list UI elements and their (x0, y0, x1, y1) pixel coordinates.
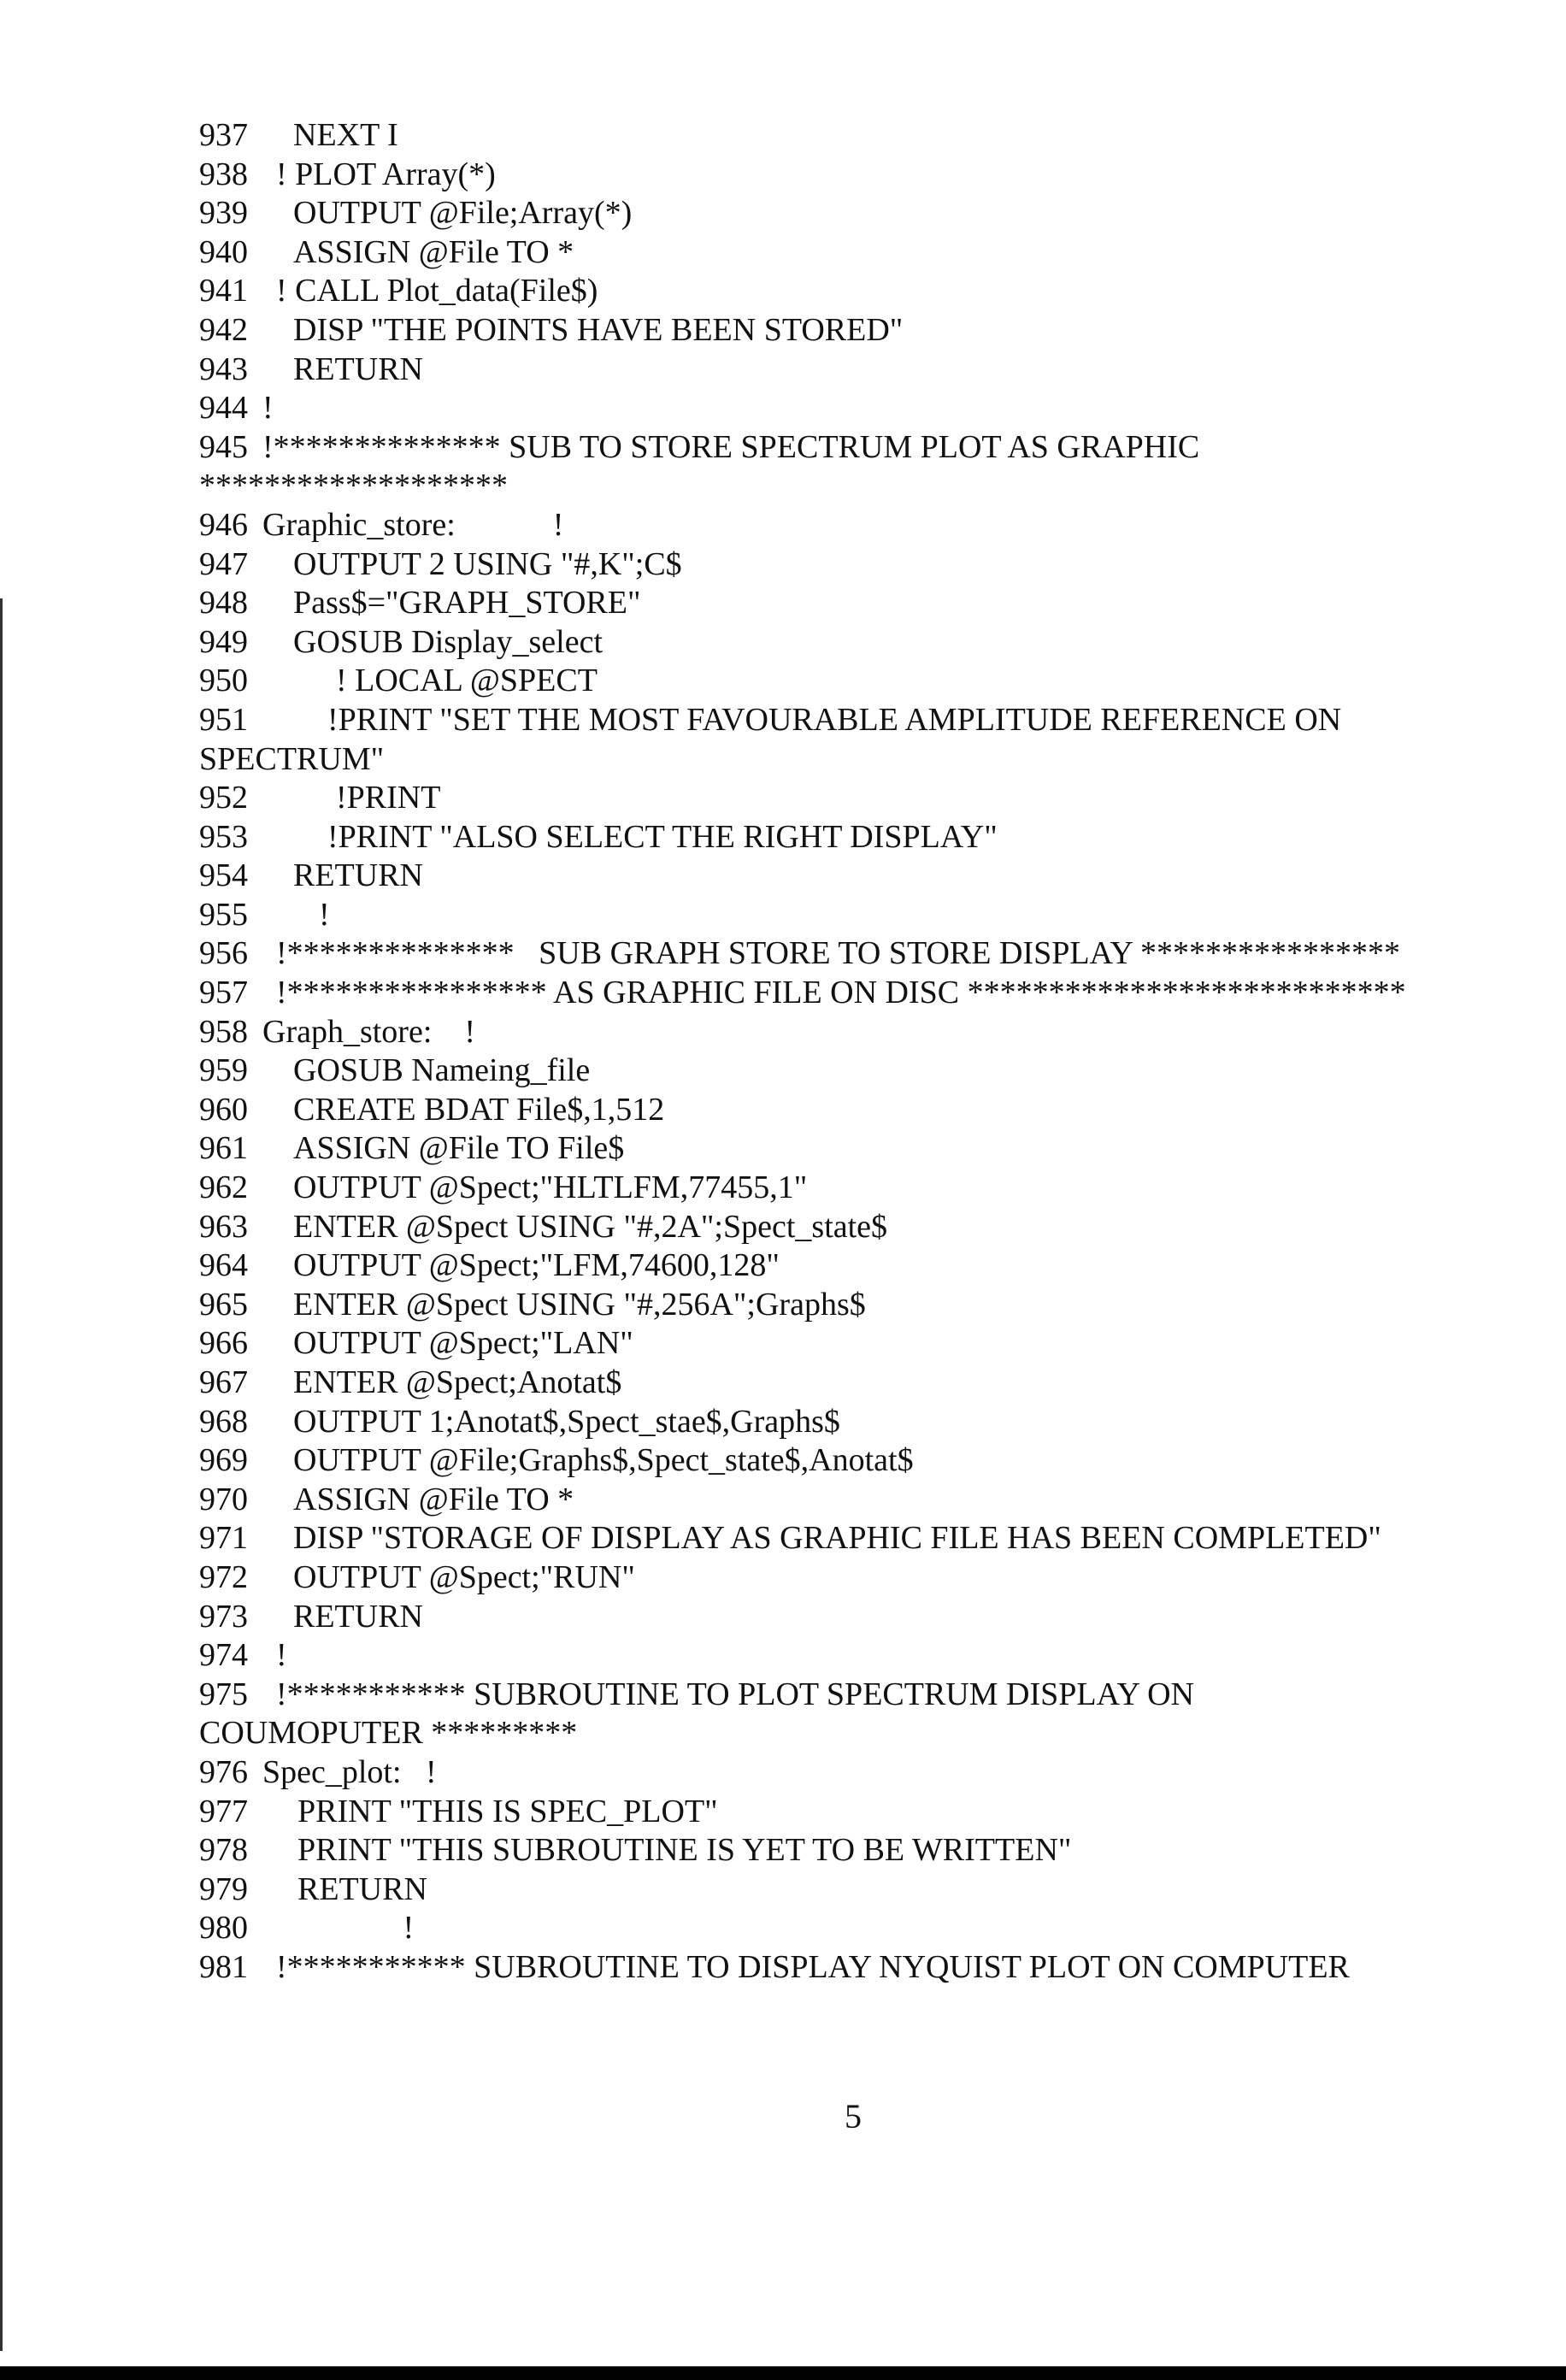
line-code: PRINT "THIS IS SPEC_PLOT" (297, 1793, 718, 1829)
line-code: !**************** AS GRAPHIC FILE ON DISC *************************** (276, 975, 1406, 1011)
code-line (199, 779, 1516, 818)
code-line (199, 506, 1516, 545)
code-line (199, 740, 1516, 780)
line-number: 959 (199, 1052, 248, 1089)
code-line (199, 116, 1516, 156)
code-line (199, 1013, 1516, 1052)
line-number: 977 (199, 1793, 248, 1829)
code-line (199, 857, 1516, 896)
line-code: Graphic_store: ! (262, 506, 564, 543)
code-line (199, 1481, 1516, 1520)
code-line (199, 428, 1516, 468)
line-code: CREATE BDAT File$,1,512 (293, 1091, 665, 1128)
code-line (199, 233, 1516, 273)
line-code: ASSIGN @File TO * (293, 233, 574, 270)
line-number: 943 (199, 351, 248, 387)
code-listing (199, 116, 1516, 1988)
line-number: 958 (199, 1013, 248, 1050)
line-code: ENTER @Spect USING "#,256A";Graphs$ (293, 1286, 866, 1323)
line-number: 960 (199, 1091, 248, 1128)
line-code: Pass$="GRAPH_STORE" (293, 585, 641, 622)
code-line (199, 351, 1516, 390)
code-line (199, 1052, 1516, 1091)
code-line (199, 1909, 1516, 1948)
code-line (199, 896, 1516, 935)
line-number: 947 (199, 545, 248, 582)
code-line (199, 389, 1516, 428)
line-number: 974 (199, 1637, 248, 1674)
code-line (199, 467, 1516, 506)
line-number: 948 (199, 585, 248, 622)
code-line (199, 1636, 1516, 1676)
code-line (199, 545, 1516, 585)
line-code: OUTPUT @Spect;"HLTLFM,77455,1" (293, 1169, 808, 1206)
line-number: 942 (199, 311, 248, 348)
code-line (199, 1091, 1516, 1130)
line-code: ENTER @Spect;Anotat$ (293, 1364, 622, 1400)
line-number: 980 (199, 1910, 248, 1947)
line-number: 937 (199, 117, 248, 153)
code-line (199, 1441, 1516, 1481)
line-number: 981 (199, 1948, 248, 1985)
page-number: 5 (845, 2097, 862, 2136)
line-code: ! (297, 1910, 415, 1947)
line-code: !*********** SUBROUTINE TO DISPLAY NYQUIST PLOT ON COMPUTER (276, 1948, 1350, 1985)
line-code: GOSUB Display_select (293, 623, 603, 660)
code-line (199, 1753, 1516, 1793)
line-number: 971 (199, 1520, 248, 1557)
code-line (199, 1558, 1516, 1598)
code-line (199, 272, 1516, 311)
line-code: ! (262, 390, 274, 427)
code-line (199, 156, 1516, 195)
line-code: OUTPUT @Spect;"LFM,74600,128" (293, 1247, 780, 1284)
line-number: 951 (199, 701, 248, 738)
code-line (199, 662, 1516, 701)
code-line (199, 1948, 1516, 1988)
line-code: Graph_store: ! (262, 1013, 476, 1050)
line-code: !PRINT "SET THE MOST FAVOURABLE AMPLITUDE REFERENCE ON (327, 701, 1342, 738)
line-code: OUTPUT 2 USING "#,K";C$ (293, 545, 682, 582)
line-number: 968 (199, 1403, 248, 1440)
line-code: !************** SUB GRAPH STORE TO STORE DISPLAY **************** (276, 935, 1401, 972)
line-code: RETURN (293, 1598, 423, 1635)
line-number: 950 (199, 663, 248, 699)
code-line (199, 194, 1516, 233)
line-number: 946 (199, 506, 248, 543)
line-number: 939 (199, 195, 248, 232)
code-line (199, 1129, 1516, 1169)
code-line (199, 623, 1516, 663)
code-line (199, 1676, 1516, 1715)
line-number: 967 (199, 1364, 248, 1400)
bottom-edge-rule (0, 2366, 1566, 2380)
line-number: 941 (199, 273, 248, 309)
code-line (199, 1324, 1516, 1364)
line-number: 976 (199, 1753, 248, 1790)
line-number: 949 (199, 623, 248, 660)
line-code: PRINT "THIS SUBROUTINE IS YET TO BE WRITTEN" (297, 1832, 1072, 1869)
line-number: 956 (199, 935, 248, 972)
line-number: 979 (199, 1870, 248, 1907)
line-number: 962 (199, 1169, 248, 1206)
code-line (199, 584, 1516, 623)
line-number: 965 (199, 1286, 248, 1323)
line-code: OUTPUT @Spect;"RUN" (293, 1558, 635, 1595)
line-code: COUMOPUTER ********* (199, 1715, 578, 1752)
line-code: ! (319, 896, 330, 933)
line-code: ! (276, 1637, 287, 1674)
line-number: 978 (199, 1832, 248, 1869)
line-number: 970 (199, 1481, 248, 1517)
line-number: 945 (199, 428, 248, 465)
line-code: ! LOCAL @SPECT (336, 663, 598, 699)
code-line (199, 1403, 1516, 1442)
line-number: 975 (199, 1676, 248, 1712)
line-number: 944 (199, 390, 248, 427)
line-code: Spec_plot: ! (262, 1753, 437, 1790)
line-number: 957 (199, 975, 248, 1011)
code-line (199, 1714, 1516, 1753)
code-line (199, 1208, 1516, 1247)
code-line (199, 311, 1516, 351)
line-number: 938 (199, 156, 248, 192)
line-number: 972 (199, 1558, 248, 1595)
line-code: GOSUB Nameing_file (293, 1052, 591, 1089)
line-code: !PRINT (336, 780, 441, 816)
code-line (199, 1793, 1516, 1832)
code-line (199, 1364, 1516, 1403)
line-number: 955 (199, 896, 248, 933)
line-number: 973 (199, 1598, 248, 1635)
line-code: OUTPUT @Spect;"LAN" (293, 1325, 633, 1362)
line-number: 952 (199, 780, 248, 816)
line-code: RETURN (293, 351, 423, 387)
line-code: DISP "STORAGE OF DISPLAY AS GRAPHIC FILE HAS BEEN COMPLETED" (293, 1520, 1381, 1557)
line-code: ASSIGN @File TO File$ (293, 1130, 625, 1167)
line-code: RETURN (293, 857, 423, 894)
code-line (199, 974, 1516, 1013)
line-code: OUTPUT 1;Anotat$,Spect_stae$,Graphs$ (293, 1403, 840, 1440)
line-number: 963 (199, 1208, 248, 1245)
line-number: 954 (199, 857, 248, 894)
code-line (199, 1831, 1516, 1870)
code-line (199, 1286, 1516, 1325)
code-line (199, 934, 1516, 974)
line-code: ASSIGN @File TO * (293, 1481, 574, 1517)
line-number: 964 (199, 1247, 248, 1284)
line-code: SPECTRUM" (199, 740, 385, 777)
line-code: !PRINT "ALSO SELECT THE RIGHT DISPLAY" (327, 818, 998, 855)
code-line (199, 1169, 1516, 1208)
code-line (199, 1519, 1516, 1558)
line-code: ! CALL Plot_data(File$) (276, 273, 598, 309)
line-code: OUTPUT @File;Graphs$,Spect_state$,Anotat$ (293, 1442, 914, 1479)
code-line (199, 1598, 1516, 1637)
line-number: 969 (199, 1442, 248, 1479)
line-number: 940 (199, 233, 248, 270)
code-line (199, 701, 1516, 740)
line-code: ENTER @Spect USING "#,2A";Spect_state$ (293, 1208, 888, 1245)
code-line (199, 1246, 1516, 1286)
line-code: OUTPUT @File;Array(*) (293, 195, 633, 232)
left-edge-rule (0, 598, 3, 2351)
line-code: NEXT I (293, 117, 398, 153)
line-code: DISP "THE POINTS HAVE BEEN STORED" (293, 311, 904, 348)
code-line (199, 818, 1516, 857)
line-code: RETURN (297, 1870, 427, 1907)
line-code: !*********** SUBROUTINE TO PLOT SPECTRUM DISPLAY ON (276, 1676, 1194, 1712)
code-line (199, 1870, 1516, 1910)
line-number: 966 (199, 1325, 248, 1362)
line-code: !************** SUB TO STORE SPECTRUM PLOT AS GRAPHIC (262, 428, 1200, 465)
line-code: ******************* (199, 468, 508, 504)
line-number: 961 (199, 1130, 248, 1167)
line-code: ! PLOT Array(*) (276, 156, 496, 192)
line-number: 953 (199, 818, 248, 855)
